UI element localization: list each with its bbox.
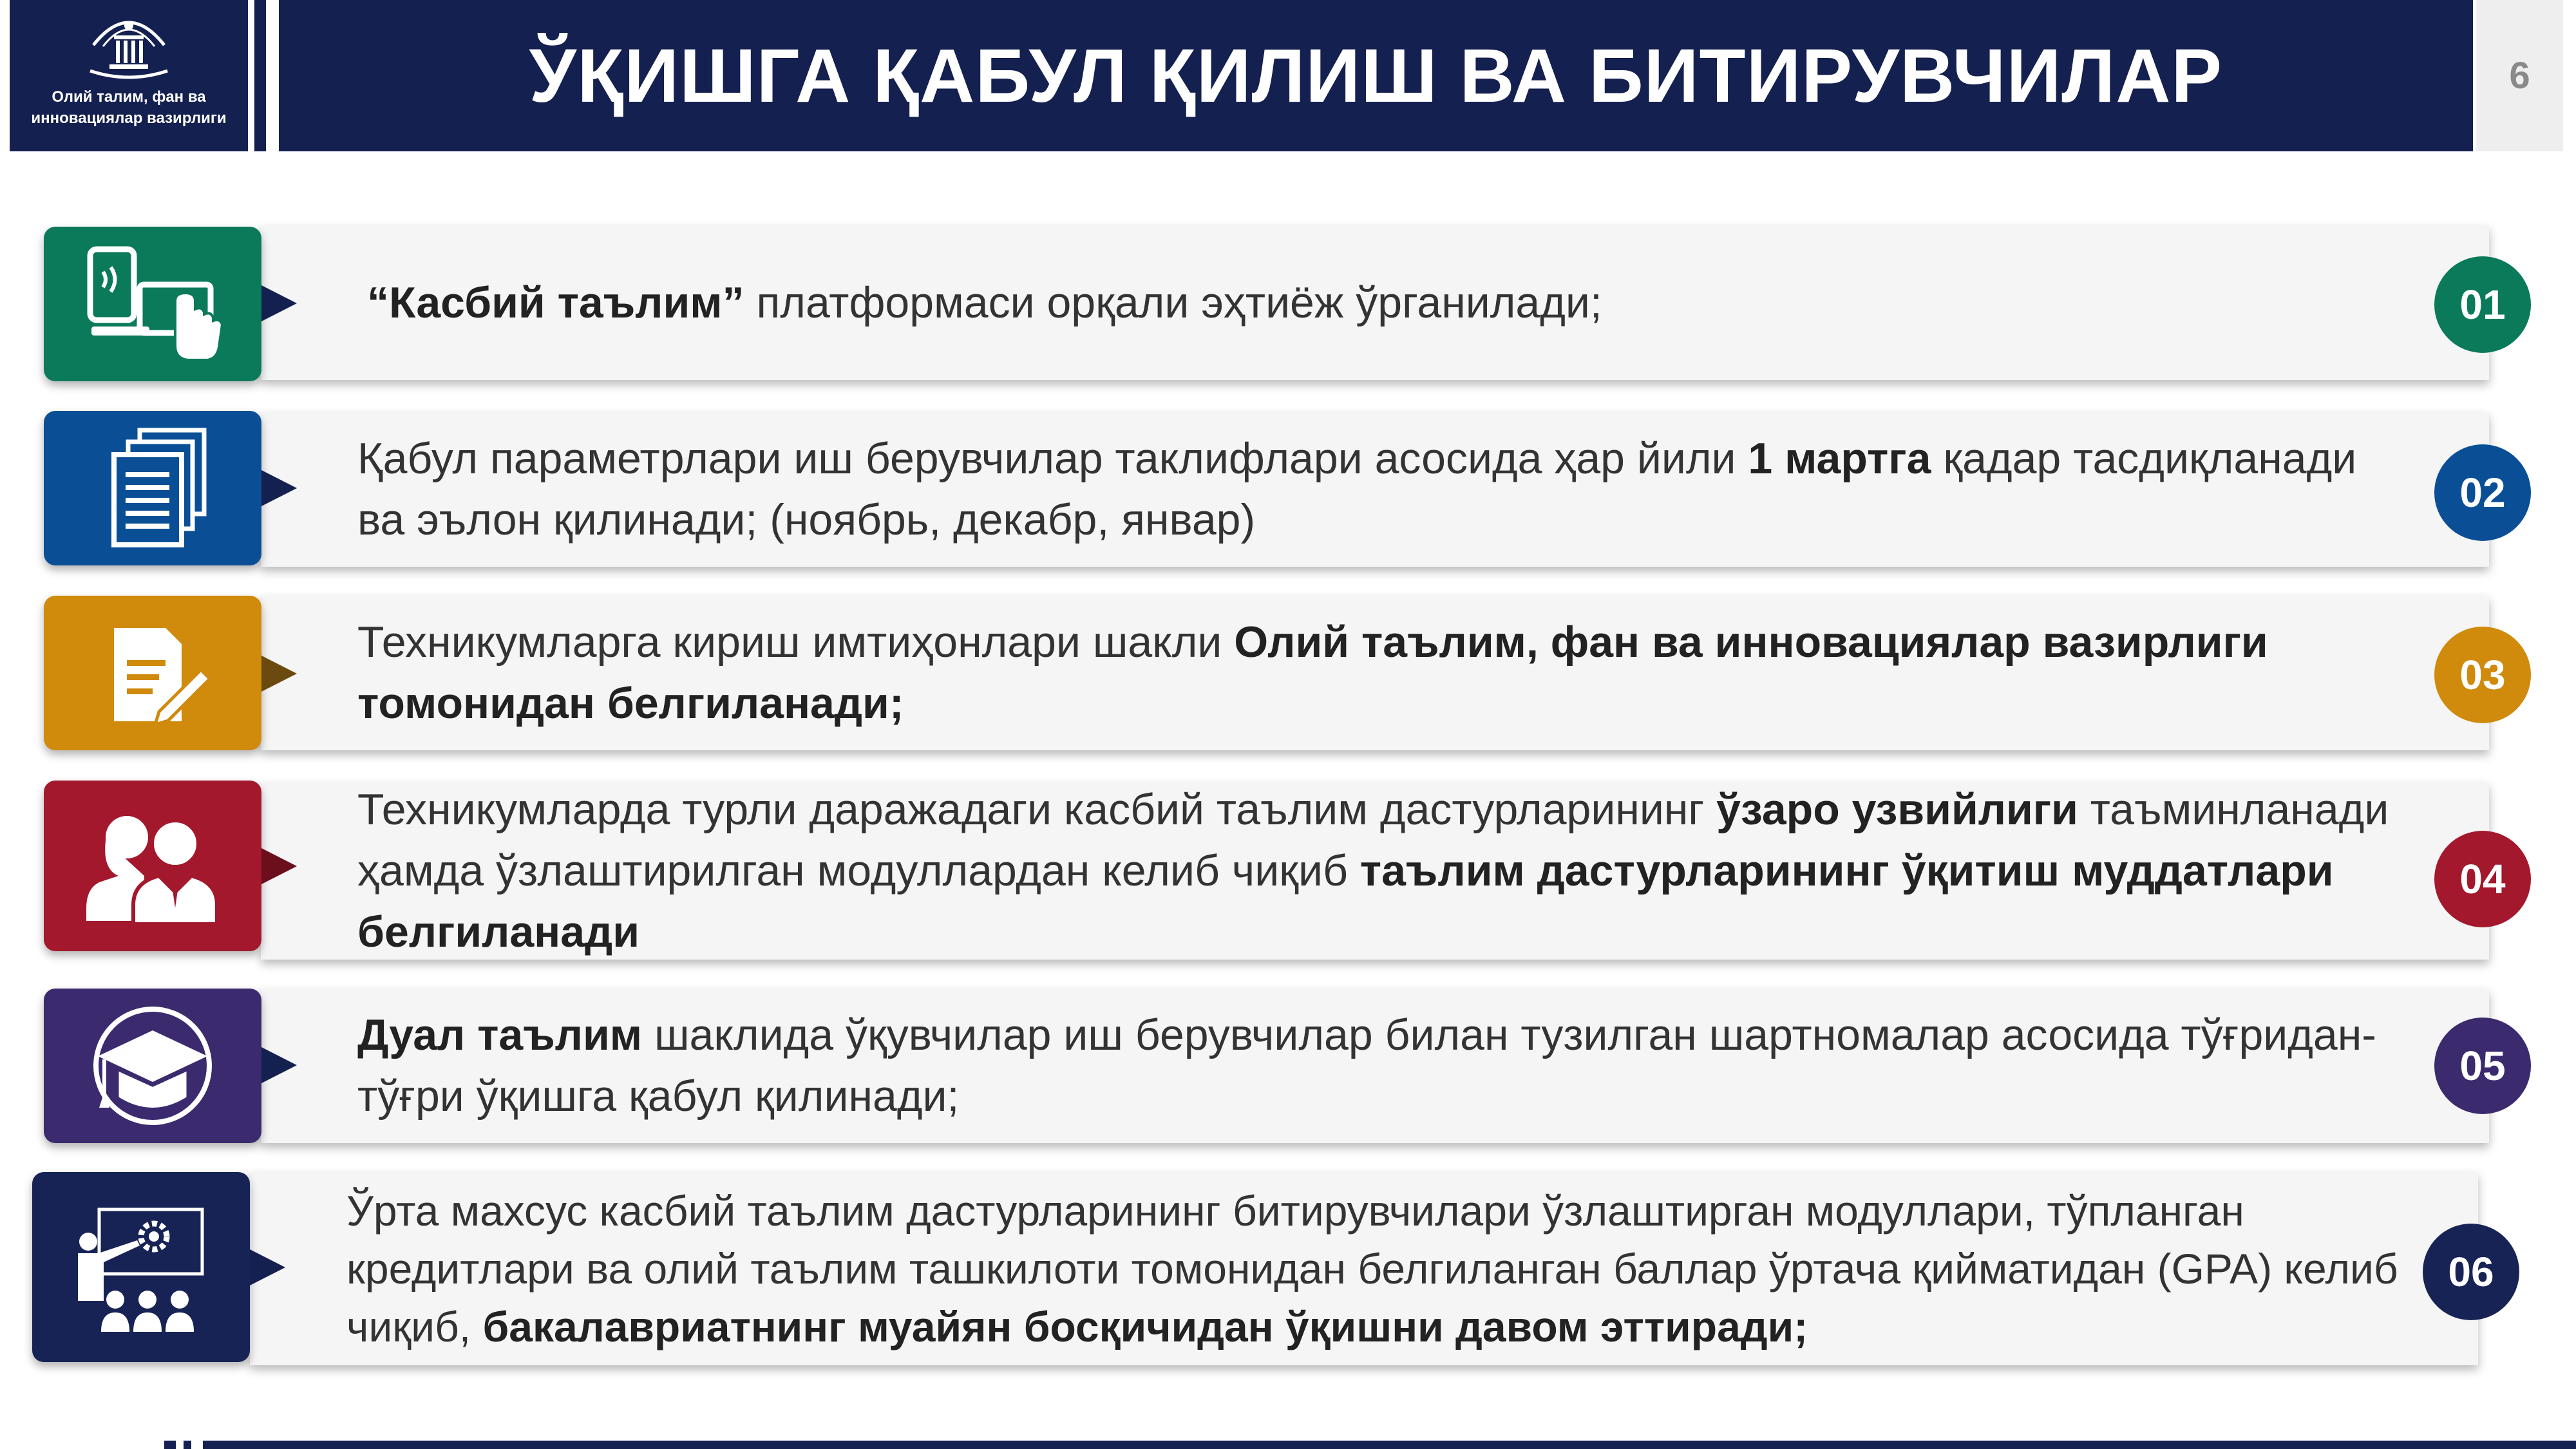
item-text	[357, 428, 2386, 551]
logo-text-line1: Олий талим, фан ва	[52, 88, 206, 106]
bold-text: таълим дастурларининг ўқитиш муддатлари белгиланади	[357, 846, 2334, 956]
list-item-04	[261, 782, 2489, 960]
pointer-arrow	[261, 470, 297, 506]
pointer-arrow	[261, 848, 297, 884]
item-text	[346, 1182, 2427, 1356]
number-badge-02: 02	[2434, 444, 2531, 541]
documents-icon	[88, 424, 217, 553]
item-tile-05	[44, 989, 261, 1143]
item-tile-04	[44, 781, 261, 951]
header-stripe	[254, 0, 266, 151]
document-pen-icon	[88, 615, 217, 731]
item-text	[357, 1005, 2450, 1127]
logo-text-line2: инновациялар вазирлиги	[31, 109, 227, 127]
number-badge-05: 05	[2434, 1018, 2531, 1114]
people-icon	[79, 802, 227, 931]
item-tile-06	[32, 1172, 250, 1362]
bold-text: Дуал таълим	[357, 1010, 643, 1059]
footer-stripe	[164, 1441, 176, 1449]
text-segment: платформаси орқали эҳтиёж ўрганилади;	[744, 278, 1602, 327]
text-segment: Техникумларда турли даражадаги касбий таълим дастурларининг	[357, 785, 1717, 834]
pointer-arrow	[261, 285, 297, 321]
list-item-03	[261, 596, 2489, 750]
item-tile-03	[44, 596, 261, 750]
touch-screen-icon	[79, 243, 227, 365]
list-item-02	[261, 412, 2489, 567]
footer-stripe	[184, 1441, 191, 1449]
bold-text: Олий таълим, фан ва инновациялар вазирлиги томонидан белгиланади;	[357, 618, 2268, 728]
bold-text: бакалавриатнинг муайян босқичидан ўқишни давом эттиради;	[482, 1303, 1808, 1350]
presentation-icon	[64, 1197, 218, 1338]
ministry-logo	[10, 0, 248, 151]
list-item-06	[250, 1172, 2478, 1365]
text-segment: шаклида ўқувчилар иш берувчилар билан тузилган шартномалар асосида тўғридан-тўғри ўқишга қабул қилинади;	[357, 1010, 2376, 1121]
bold-text: 1 мартга	[1748, 434, 1931, 483]
text-segment: қадар тасдиқланади ва эълон қилинади; (ноябрь, декабр, январ)	[357, 434, 2357, 544]
text-segment: Қабул параметрлари иш берувчилар таклифлари асосида ҳар йили	[357, 434, 1748, 483]
item-text	[367, 272, 1602, 334]
footer-bar	[203, 1441, 2576, 1449]
bold-text: ўзаро узвийлиги	[1716, 785, 2078, 834]
item-tile-01	[44, 227, 261, 381]
bold-text: “Касбий таълим”	[367, 278, 744, 327]
text-segment: Техникумларга кириш имтиҳонлари шакли	[357, 618, 1235, 667]
list-item-05	[261, 989, 2489, 1143]
graduation-cap-icon	[85, 1001, 220, 1130]
list-item-01	[261, 225, 2489, 380]
number-badge-01: 01	[2434, 256, 2531, 353]
pointer-arrow	[250, 1249, 285, 1285]
ministry-emblem-icon	[80, 6, 177, 84]
number-badge-06: 06	[2423, 1224, 2519, 1320]
pointer-arrow	[261, 656, 297, 692]
pointer-arrow	[261, 1047, 297, 1083]
item-text	[357, 779, 2450, 963]
page-title: ЎҚИШГА ҚАБУЛ ҚИЛИШ ВА БИТИРУВЧИЛАР	[279, 0, 2473, 151]
item-tile-02	[44, 411, 261, 565]
item-text	[357, 612, 2450, 734]
number-badge-03: 03	[2434, 627, 2531, 723]
text-segment: Ўрта махсус касбий таълим дастурларининг битирувчилари ўзлаштирган модуллари, тўпланган кредитлари ва олий таълим ташкилоти томонидан белгиланган баллар ўртача қийматидан (GPA) келиб чиқиб,	[346, 1187, 2398, 1350]
number-badge-04: 04	[2434, 831, 2531, 927]
page-number: 6	[2476, 0, 2563, 151]
text-segment: таъминланади ҳамда ўзлаштирилган модуллардан келиб чиқиб	[357, 785, 2389, 895]
